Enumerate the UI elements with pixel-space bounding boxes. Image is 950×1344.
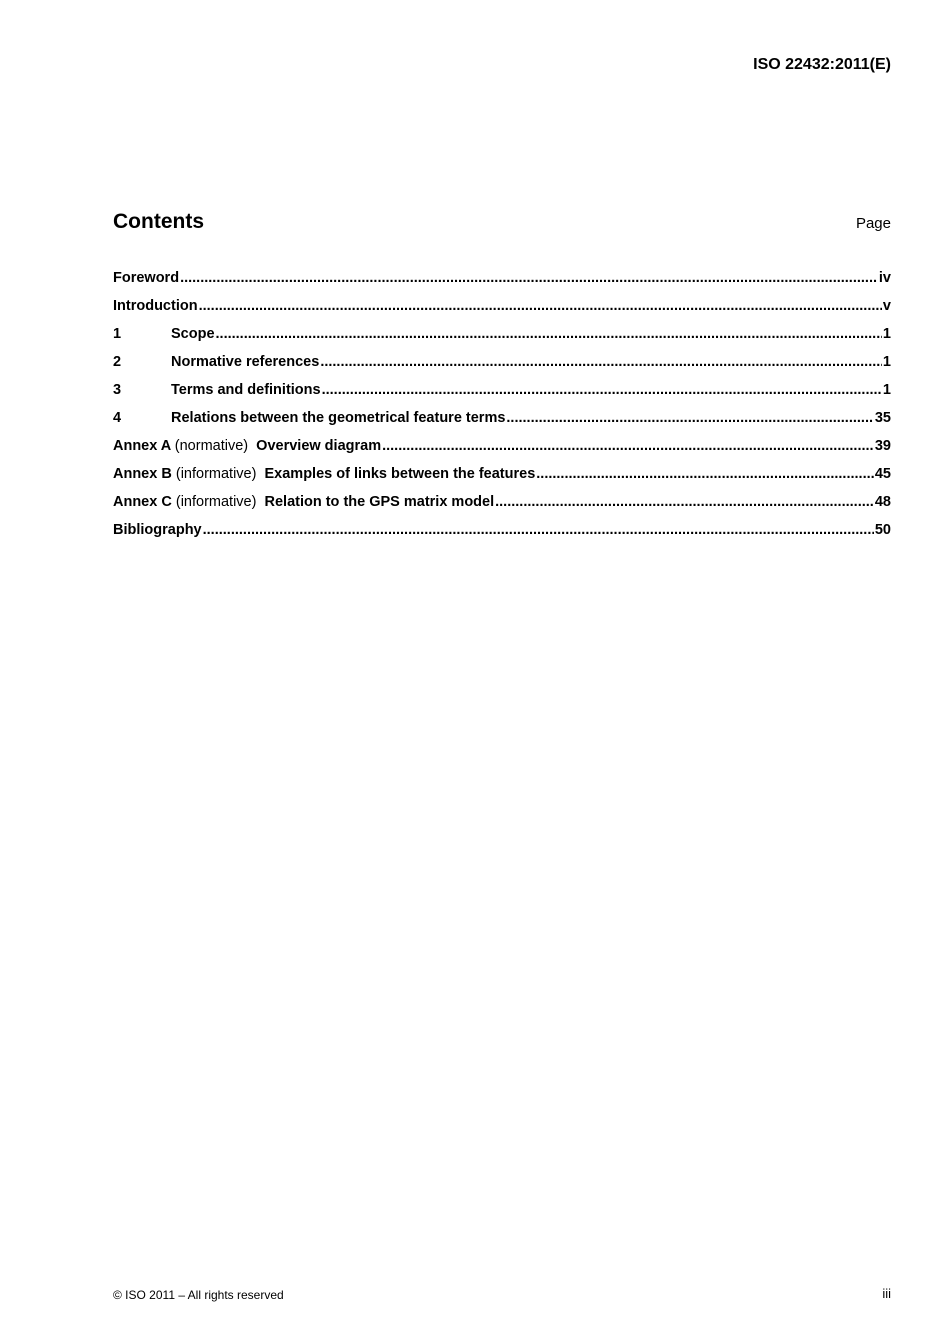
annex-type: (normative) <box>174 438 249 454</box>
toc-entry-page: 1 <box>882 354 891 370</box>
toc-entry-page: v <box>882 298 891 314</box>
toc-entry-text: Relation to the GPS matrix model <box>264 494 495 510</box>
toc-entry-text: Relations between the geometrical feature terms <box>171 410 506 426</box>
toc-entry-bibliography[interactable] <box>113 520 891 548</box>
toc-leader <box>382 436 874 456</box>
toc-leader <box>216 324 882 344</box>
toc-entry-number: 3 <box>113 382 122 398</box>
toc-leader <box>322 380 882 400</box>
toc-entry-page: 1 <box>882 382 891 398</box>
annex-type: (informative) <box>175 466 257 482</box>
toc-entry-text: Introduction <box>113 298 198 314</box>
toc-entry-annex-a[interactable] <box>113 436 891 464</box>
toc-entry-text: Examples of links between the features <box>264 466 536 482</box>
toc-entry-page: 50 <box>874 522 891 538</box>
toc-leader <box>203 520 874 540</box>
toc-leader <box>180 268 878 288</box>
toc-entry-text: Terms and definitions <box>171 382 321 398</box>
toc-entry-text: Scope <box>171 326 215 342</box>
toc-entry-annex-b[interactable] <box>113 464 891 492</box>
toc-entry-annex-c[interactable] <box>113 492 891 520</box>
toc-entry-number: 1 <box>113 326 122 342</box>
toc-leader <box>506 408 873 428</box>
toc-leader <box>320 352 882 372</box>
toc-entry-normative-references[interactable] <box>113 352 891 380</box>
toc-entry-introduction[interactable] <box>113 296 891 324</box>
toc-entry-number: 4 <box>113 410 122 426</box>
toc-entry-number: 2 <box>113 354 122 370</box>
toc-entry-relations[interactable] <box>113 408 891 436</box>
toc-entry-page: 39 <box>874 438 891 454</box>
toc-leader <box>495 492 874 512</box>
annex-type: (informative) <box>175 494 257 510</box>
toc-leader <box>199 296 882 316</box>
toc-entry-page: 1 <box>882 326 891 342</box>
toc-entry-terms-and-definitions[interactable] <box>113 380 891 408</box>
page-column-label: Page <box>855 215 891 232</box>
document-id: ISO 22432:2011(E) <box>753 56 891 73</box>
toc-entry-text: Normative references <box>171 354 320 370</box>
footer-page-number: iii <box>882 1286 891 1301</box>
toc-entry-page: iv <box>878 270 891 286</box>
toc-entry-text: Bibliography <box>113 522 202 538</box>
table-of-contents <box>113 268 891 548</box>
toc-entry-text: Foreword <box>113 270 180 286</box>
annex-label: Annex B <box>113 466 172 482</box>
toc-entry-foreword[interactable] <box>113 268 891 296</box>
toc-entry-page: 48 <box>874 494 891 510</box>
contents-title: Contents <box>113 210 204 233</box>
toc-entry-text: Overview diagram <box>256 438 382 454</box>
toc-entry-scope[interactable] <box>113 324 891 352</box>
toc-leader <box>536 464 874 484</box>
annex-label: Annex A <box>113 438 171 454</box>
footer-copyright: © ISO 2011 – All rights reserved <box>113 1288 284 1302</box>
toc-entry-page: 45 <box>874 466 891 482</box>
annex-label: Annex C <box>113 494 172 510</box>
toc-entry-page: 35 <box>874 410 891 426</box>
